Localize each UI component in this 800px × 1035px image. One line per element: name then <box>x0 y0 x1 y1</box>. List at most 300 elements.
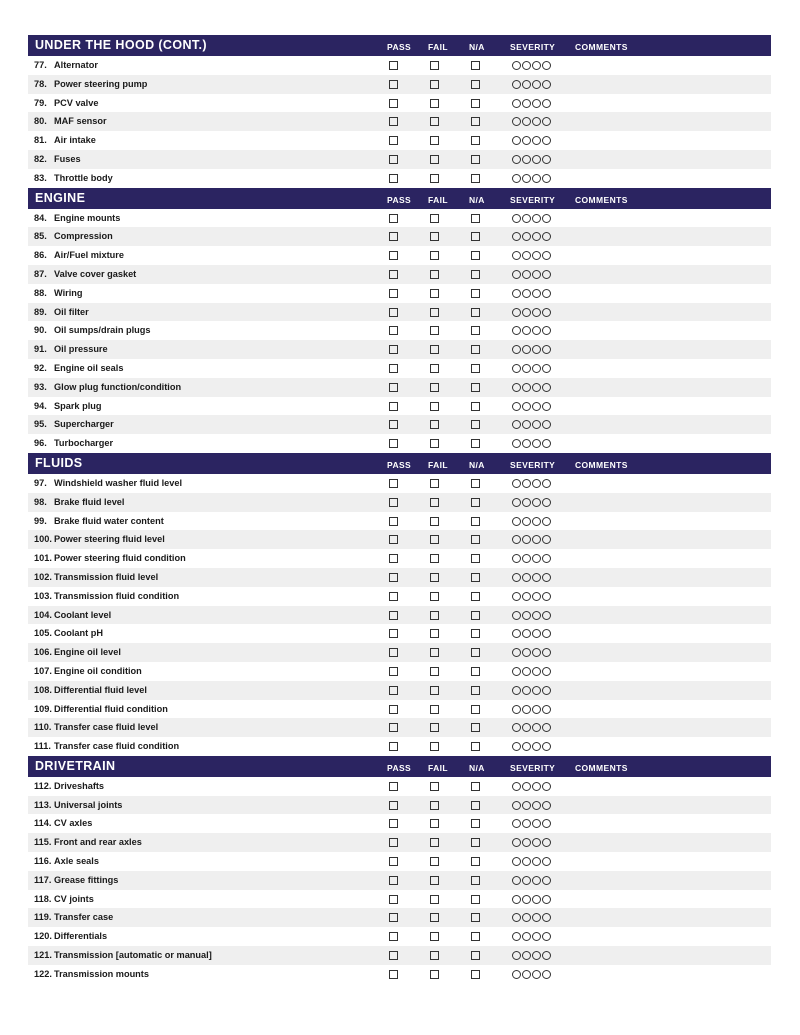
na-checkbox[interactable] <box>471 838 480 847</box>
na-checkbox[interactable] <box>471 592 480 601</box>
na-checkbox[interactable] <box>471 289 480 298</box>
severity-circle[interactable] <box>532 232 541 241</box>
severity-circle[interactable] <box>512 573 521 582</box>
severity-circle[interactable] <box>512 174 521 183</box>
severity-circle[interactable] <box>542 479 551 488</box>
fail-checkbox[interactable] <box>430 573 439 582</box>
severity-circle[interactable] <box>512 479 521 488</box>
severity-circle[interactable] <box>542 667 551 676</box>
na-checkbox[interactable] <box>471 80 480 89</box>
fail-checkbox[interactable] <box>430 498 439 507</box>
na-checkbox[interactable] <box>471 554 480 563</box>
severity-circle[interactable] <box>522 383 531 392</box>
fail-checkbox[interactable] <box>430 857 439 866</box>
fail-checkbox[interactable] <box>430 289 439 298</box>
pass-checkbox[interactable] <box>389 155 398 164</box>
severity-circle[interactable] <box>542 592 551 601</box>
severity-circle[interactable] <box>512 629 521 638</box>
pass-checkbox[interactable] <box>389 592 398 601</box>
severity-circle[interactable] <box>522 819 531 828</box>
pass-checkbox[interactable] <box>389 439 398 448</box>
severity-circle[interactable] <box>522 970 531 979</box>
na-checkbox[interactable] <box>471 723 480 732</box>
severity-circle[interactable] <box>542 782 551 791</box>
severity-circle[interactable] <box>542 117 551 126</box>
severity-circle[interactable] <box>542 61 551 70</box>
severity-circle[interactable] <box>532 705 541 714</box>
severity-circle[interactable] <box>512 117 521 126</box>
severity-circle[interactable] <box>532 932 541 941</box>
severity-circle[interactable] <box>512 895 521 904</box>
pass-checkbox[interactable] <box>389 383 398 392</box>
severity-circle[interactable] <box>532 592 541 601</box>
fail-checkbox[interactable] <box>430 345 439 354</box>
severity-circle[interactable] <box>532 498 541 507</box>
pass-checkbox[interactable] <box>389 723 398 732</box>
pass-checkbox[interactable] <box>389 136 398 145</box>
na-checkbox[interactable] <box>471 420 480 429</box>
na-checkbox[interactable] <box>471 174 480 183</box>
severity-circle[interactable] <box>542 535 551 544</box>
severity-circle[interactable] <box>542 517 551 526</box>
severity-circle[interactable] <box>532 723 541 732</box>
severity-circle[interactable] <box>512 439 521 448</box>
severity-circle[interactable] <box>522 592 531 601</box>
severity-circle[interactable] <box>522 667 531 676</box>
severity-circle[interactable] <box>522 876 531 885</box>
na-checkbox[interactable] <box>471 232 480 241</box>
na-checkbox[interactable] <box>471 61 480 70</box>
na-checkbox[interactable] <box>471 648 480 657</box>
na-checkbox[interactable] <box>471 117 480 126</box>
severity-circle[interactable] <box>532 517 541 526</box>
severity-circle[interactable] <box>512 308 521 317</box>
severity-circle[interactable] <box>512 667 521 676</box>
severity-circle[interactable] <box>532 648 541 657</box>
severity-circle[interactable] <box>532 214 541 223</box>
pass-checkbox[interactable] <box>389 648 398 657</box>
severity-circle[interactable] <box>532 479 541 488</box>
severity-circle[interactable] <box>522 573 531 582</box>
fail-checkbox[interactable] <box>430 420 439 429</box>
severity-circle[interactable] <box>542 857 551 866</box>
pass-checkbox[interactable] <box>389 951 398 960</box>
fail-checkbox[interactable] <box>430 117 439 126</box>
severity-circle[interactable] <box>512 857 521 866</box>
severity-circle[interactable] <box>542 270 551 279</box>
severity-circle[interactable] <box>542 819 551 828</box>
fail-checkbox[interactable] <box>430 80 439 89</box>
severity-circle[interactable] <box>532 819 541 828</box>
severity-circle[interactable] <box>512 686 521 695</box>
severity-circle[interactable] <box>542 932 551 941</box>
severity-circle[interactable] <box>542 970 551 979</box>
severity-circle[interactable] <box>512 80 521 89</box>
na-checkbox[interactable] <box>471 345 480 354</box>
pass-checkbox[interactable] <box>389 895 398 904</box>
severity-circle[interactable] <box>532 573 541 582</box>
fail-checkbox[interactable] <box>430 383 439 392</box>
pass-checkbox[interactable] <box>389 629 398 638</box>
severity-circle[interactable] <box>542 554 551 563</box>
fail-checkbox[interactable] <box>430 838 439 847</box>
na-checkbox[interactable] <box>471 155 480 164</box>
severity-circle[interactable] <box>542 364 551 373</box>
pass-checkbox[interactable] <box>389 420 398 429</box>
pass-checkbox[interactable] <box>389 326 398 335</box>
fail-checkbox[interactable] <box>430 214 439 223</box>
severity-circle[interactable] <box>532 61 541 70</box>
severity-circle[interactable] <box>512 742 521 751</box>
severity-circle[interactable] <box>522 364 531 373</box>
severity-circle[interactable] <box>512 420 521 429</box>
severity-circle[interactable] <box>532 876 541 885</box>
severity-circle[interactable] <box>522 838 531 847</box>
severity-circle[interactable] <box>532 611 541 620</box>
na-checkbox[interactable] <box>471 857 480 866</box>
severity-circle[interactable] <box>512 592 521 601</box>
fail-checkbox[interactable] <box>430 648 439 657</box>
severity-circle[interactable] <box>522 326 531 335</box>
na-checkbox[interactable] <box>471 611 480 620</box>
severity-circle[interactable] <box>522 554 531 563</box>
severity-circle[interactable] <box>512 364 521 373</box>
severity-circle[interactable] <box>542 876 551 885</box>
severity-circle[interactable] <box>512 913 521 922</box>
na-checkbox[interactable] <box>471 705 480 714</box>
severity-circle[interactable] <box>532 782 541 791</box>
severity-circle[interactable] <box>522 705 531 714</box>
pass-checkbox[interactable] <box>389 554 398 563</box>
fail-checkbox[interactable] <box>430 308 439 317</box>
severity-circle[interactable] <box>532 308 541 317</box>
fail-checkbox[interactable] <box>430 819 439 828</box>
severity-circle[interactable] <box>512 611 521 620</box>
severity-circle[interactable] <box>522 479 531 488</box>
na-checkbox[interactable] <box>471 573 480 582</box>
pass-checkbox[interactable] <box>389 611 398 620</box>
severity-circle[interactable] <box>532 742 541 751</box>
pass-checkbox[interactable] <box>389 705 398 714</box>
na-checkbox[interactable] <box>471 383 480 392</box>
fail-checkbox[interactable] <box>430 535 439 544</box>
severity-circle[interactable] <box>512 951 521 960</box>
severity-circle[interactable] <box>542 439 551 448</box>
fail-checkbox[interactable] <box>430 611 439 620</box>
severity-circle[interactable] <box>542 345 551 354</box>
severity-circle[interactable] <box>532 80 541 89</box>
severity-circle[interactable] <box>532 364 541 373</box>
na-checkbox[interactable] <box>471 251 480 260</box>
pass-checkbox[interactable] <box>389 345 398 354</box>
severity-circle[interactable] <box>532 629 541 638</box>
severity-circle[interactable] <box>512 155 521 164</box>
na-checkbox[interactable] <box>471 270 480 279</box>
severity-circle[interactable] <box>522 155 531 164</box>
fail-checkbox[interactable] <box>430 592 439 601</box>
severity-circle[interactable] <box>532 326 541 335</box>
severity-circle[interactable] <box>522 289 531 298</box>
severity-circle[interactable] <box>512 326 521 335</box>
fail-checkbox[interactable] <box>430 174 439 183</box>
pass-checkbox[interactable] <box>389 214 398 223</box>
severity-circle[interactable] <box>532 913 541 922</box>
fail-checkbox[interactable] <box>430 742 439 751</box>
fail-checkbox[interactable] <box>430 270 439 279</box>
na-checkbox[interactable] <box>471 364 480 373</box>
pass-checkbox[interactable] <box>389 801 398 810</box>
fail-checkbox[interactable] <box>430 554 439 563</box>
fail-checkbox[interactable] <box>430 667 439 676</box>
severity-circle[interactable] <box>532 136 541 145</box>
severity-circle[interactable] <box>512 648 521 657</box>
severity-circle[interactable] <box>512 251 521 260</box>
severity-circle[interactable] <box>522 629 531 638</box>
severity-circle[interactable] <box>522 801 531 810</box>
pass-checkbox[interactable] <box>389 289 398 298</box>
severity-circle[interactable] <box>522 136 531 145</box>
severity-circle[interactable] <box>522 723 531 732</box>
pass-checkbox[interactable] <box>389 667 398 676</box>
severity-circle[interactable] <box>532 554 541 563</box>
na-checkbox[interactable] <box>471 99 480 108</box>
severity-circle[interactable] <box>542 913 551 922</box>
fail-checkbox[interactable] <box>430 402 439 411</box>
na-checkbox[interactable] <box>471 667 480 676</box>
severity-circle[interactable] <box>522 270 531 279</box>
severity-circle[interactable] <box>532 895 541 904</box>
severity-circle[interactable] <box>512 232 521 241</box>
severity-circle[interactable] <box>512 723 521 732</box>
severity-circle[interactable] <box>532 289 541 298</box>
pass-checkbox[interactable] <box>389 819 398 828</box>
severity-circle[interactable] <box>512 819 521 828</box>
severity-circle[interactable] <box>522 174 531 183</box>
severity-circle[interactable] <box>522 857 531 866</box>
severity-circle[interactable] <box>532 857 541 866</box>
severity-circle[interactable] <box>542 99 551 108</box>
severity-circle[interactable] <box>542 895 551 904</box>
na-checkbox[interactable] <box>471 932 480 941</box>
fail-checkbox[interactable] <box>430 439 439 448</box>
severity-circle[interactable] <box>522 648 531 657</box>
severity-circle[interactable] <box>522 232 531 241</box>
fail-checkbox[interactable] <box>430 479 439 488</box>
fail-checkbox[interactable] <box>430 61 439 70</box>
pass-checkbox[interactable] <box>389 232 398 241</box>
severity-circle[interactable] <box>522 99 531 108</box>
severity-circle[interactable] <box>512 535 521 544</box>
na-checkbox[interactable] <box>471 951 480 960</box>
pass-checkbox[interactable] <box>389 913 398 922</box>
fail-checkbox[interactable] <box>430 932 439 941</box>
severity-circle[interactable] <box>522 913 531 922</box>
severity-circle[interactable] <box>522 535 531 544</box>
na-checkbox[interactable] <box>471 895 480 904</box>
severity-circle[interactable] <box>542 648 551 657</box>
na-checkbox[interactable] <box>471 913 480 922</box>
severity-circle[interactable] <box>532 174 541 183</box>
severity-circle[interactable] <box>532 686 541 695</box>
severity-circle[interactable] <box>542 136 551 145</box>
fail-checkbox[interactable] <box>430 136 439 145</box>
na-checkbox[interactable] <box>471 308 480 317</box>
fail-checkbox[interactable] <box>430 895 439 904</box>
na-checkbox[interactable] <box>471 876 480 885</box>
na-checkbox[interactable] <box>471 801 480 810</box>
severity-circle[interactable] <box>522 686 531 695</box>
severity-circle[interactable] <box>542 155 551 164</box>
fail-checkbox[interactable] <box>430 876 439 885</box>
pass-checkbox[interactable] <box>389 174 398 183</box>
severity-circle[interactable] <box>542 308 551 317</box>
severity-circle[interactable] <box>542 742 551 751</box>
severity-circle[interactable] <box>542 723 551 732</box>
severity-circle[interactable] <box>542 214 551 223</box>
severity-circle[interactable] <box>522 439 531 448</box>
na-checkbox[interactable] <box>471 214 480 223</box>
fail-checkbox[interactable] <box>430 99 439 108</box>
pass-checkbox[interactable] <box>389 573 398 582</box>
severity-circle[interactable] <box>542 402 551 411</box>
severity-circle[interactable] <box>512 782 521 791</box>
pass-checkbox[interactable] <box>389 782 398 791</box>
severity-circle[interactable] <box>532 667 541 676</box>
pass-checkbox[interactable] <box>389 80 398 89</box>
severity-circle[interactable] <box>512 99 521 108</box>
na-checkbox[interactable] <box>471 498 480 507</box>
severity-circle[interactable] <box>512 705 521 714</box>
severity-circle[interactable] <box>522 932 531 941</box>
severity-circle[interactable] <box>512 289 521 298</box>
severity-circle[interactable] <box>542 326 551 335</box>
severity-circle[interactable] <box>532 117 541 126</box>
severity-circle[interactable] <box>542 498 551 507</box>
severity-circle[interactable] <box>522 117 531 126</box>
severity-circle[interactable] <box>512 383 521 392</box>
severity-circle[interactable] <box>512 345 521 354</box>
fail-checkbox[interactable] <box>430 913 439 922</box>
na-checkbox[interactable] <box>471 402 480 411</box>
severity-circle[interactable] <box>532 155 541 164</box>
severity-circle[interactable] <box>512 402 521 411</box>
severity-circle[interactable] <box>532 383 541 392</box>
severity-circle[interactable] <box>532 970 541 979</box>
severity-circle[interactable] <box>512 801 521 810</box>
severity-circle[interactable] <box>522 61 531 70</box>
na-checkbox[interactable] <box>471 819 480 828</box>
severity-circle[interactable] <box>522 742 531 751</box>
pass-checkbox[interactable] <box>389 517 398 526</box>
pass-checkbox[interactable] <box>389 857 398 866</box>
severity-circle[interactable] <box>542 80 551 89</box>
pass-checkbox[interactable] <box>389 364 398 373</box>
pass-checkbox[interactable] <box>389 838 398 847</box>
na-checkbox[interactable] <box>471 629 480 638</box>
severity-circle[interactable] <box>512 554 521 563</box>
fail-checkbox[interactable] <box>430 517 439 526</box>
severity-circle[interactable] <box>532 838 541 847</box>
severity-circle[interactable] <box>532 251 541 260</box>
severity-circle[interactable] <box>542 838 551 847</box>
fail-checkbox[interactable] <box>430 970 439 979</box>
pass-checkbox[interactable] <box>389 61 398 70</box>
severity-circle[interactable] <box>512 932 521 941</box>
severity-circle[interactable] <box>512 136 521 145</box>
severity-circle[interactable] <box>522 611 531 620</box>
pass-checkbox[interactable] <box>389 479 398 488</box>
severity-circle[interactable] <box>542 801 551 810</box>
pass-checkbox[interactable] <box>389 99 398 108</box>
severity-circle[interactable] <box>522 951 531 960</box>
pass-checkbox[interactable] <box>389 970 398 979</box>
severity-circle[interactable] <box>532 439 541 448</box>
severity-circle[interactable] <box>542 289 551 298</box>
severity-circle[interactable] <box>512 498 521 507</box>
na-checkbox[interactable] <box>471 479 480 488</box>
severity-circle[interactable] <box>522 498 531 507</box>
na-checkbox[interactable] <box>471 326 480 335</box>
fail-checkbox[interactable] <box>430 723 439 732</box>
severity-circle[interactable] <box>532 402 541 411</box>
severity-circle[interactable] <box>532 345 541 354</box>
fail-checkbox[interactable] <box>430 326 439 335</box>
severity-circle[interactable] <box>542 232 551 241</box>
severity-circle[interactable] <box>522 214 531 223</box>
severity-circle[interactable] <box>512 61 521 70</box>
severity-circle[interactable] <box>522 251 531 260</box>
severity-circle[interactable] <box>522 345 531 354</box>
fail-checkbox[interactable] <box>430 155 439 164</box>
na-checkbox[interactable] <box>471 439 480 448</box>
severity-circle[interactable] <box>542 951 551 960</box>
severity-circle[interactable] <box>512 517 521 526</box>
severity-circle[interactable] <box>522 895 531 904</box>
fail-checkbox[interactable] <box>430 951 439 960</box>
severity-circle[interactable] <box>522 782 531 791</box>
na-checkbox[interactable] <box>471 136 480 145</box>
fail-checkbox[interactable] <box>430 364 439 373</box>
severity-circle[interactable] <box>512 838 521 847</box>
severity-circle[interactable] <box>532 535 541 544</box>
severity-circle[interactable] <box>512 270 521 279</box>
severity-circle[interactable] <box>532 951 541 960</box>
pass-checkbox[interactable] <box>389 932 398 941</box>
severity-circle[interactable] <box>522 402 531 411</box>
fail-checkbox[interactable] <box>430 251 439 260</box>
fail-checkbox[interactable] <box>430 782 439 791</box>
na-checkbox[interactable] <box>471 535 480 544</box>
severity-circle[interactable] <box>542 686 551 695</box>
severity-circle[interactable] <box>542 174 551 183</box>
pass-checkbox[interactable] <box>389 251 398 260</box>
fail-checkbox[interactable] <box>430 232 439 241</box>
na-checkbox[interactable] <box>471 782 480 791</box>
severity-circle[interactable] <box>542 420 551 429</box>
pass-checkbox[interactable] <box>389 535 398 544</box>
pass-checkbox[interactable] <box>389 308 398 317</box>
severity-circle[interactable] <box>512 214 521 223</box>
fail-checkbox[interactable] <box>430 629 439 638</box>
severity-circle[interactable] <box>522 420 531 429</box>
fail-checkbox[interactable] <box>430 686 439 695</box>
pass-checkbox[interactable] <box>389 876 398 885</box>
na-checkbox[interactable] <box>471 970 480 979</box>
pass-checkbox[interactable] <box>389 117 398 126</box>
pass-checkbox[interactable] <box>389 686 398 695</box>
pass-checkbox[interactable] <box>389 270 398 279</box>
pass-checkbox[interactable] <box>389 402 398 411</box>
